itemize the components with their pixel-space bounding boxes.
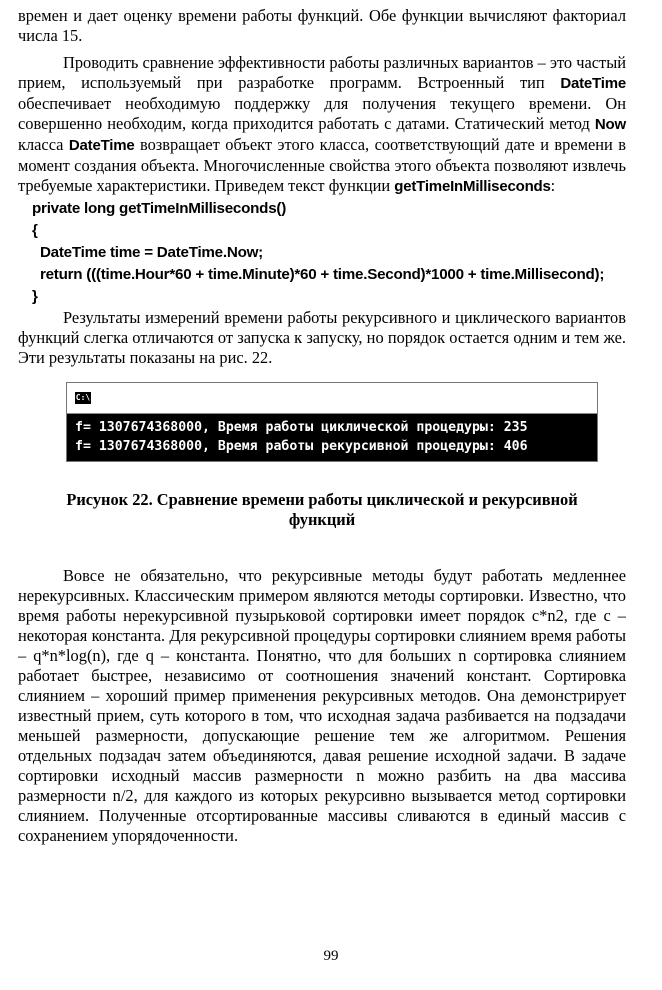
text-run: возвращает объект этого класса, соответствующий дате и времени в момент создания объекта. Многочисленные свойства этого объекта позволяют извлечь требуемые характеристики. Приведем текст функции	[18, 135, 626, 195]
code-line: }	[32, 288, 38, 305]
figure-caption	[18, 490, 626, 530]
paragraph-datetime	[18, 53, 626, 197]
code-listing	[32, 198, 626, 308]
command-prompt-icon: C:\	[75, 393, 91, 402]
code-line: {	[32, 222, 38, 239]
caption-line: Рисунок 22. Сравнение времени работы циклической и рекурсивной	[66, 490, 578, 509]
paragraph-results: Результаты измерений времени работы рекурсивного и циклического вариантов функций слегка отличаются от запуска к запуску, но порядок остается одним и тем же. Эти результаты показаны на рис. 22.	[18, 308, 626, 367]
page-number: 99	[323, 948, 339, 964]
console-output	[67, 414, 597, 456]
code-line: return (((time.Hour*60 + time.Minute)*60 + time.Second)*1000 + time.Millisecond);	[32, 266, 605, 283]
text-run: класса	[18, 135, 69, 154]
keyword-now: Now	[594, 116, 626, 133]
paragraph-sorting: Вовсе не обязательно, что рекурсивные методы будут работать медленнее нерекурсивных. Классическим примером являются методы сортировки. Известно, что время работы нерекурсивной пузырьковой сортировки имеет порядок c*n2, где c – некоторая константа. Для рекурсивной процедуры сортировки слиянием время работы – q*n*log(n), где q – константа. Понятно, что для больших n сортировка слиянием работает быстрее, независимо от соотношения значений констант. Сортировка слиянием – хороший пример применения рекурсивных методов. Она демонстрирует известный прием, суть которого в том, что исходная задача разбивается на подзадачи меньшей размерности, допускающие решение тем же алгоритмом. Решения отдельных подзадач затем объединяются, давая решение исходной задачи. В задаче сортировки исходный массив размерности n можно разбить на два массива размерности n/2, для каждого из которых рекурсивно вызывается метод сортировки слиянием. Полученные отсортированные массивы сливаются в единый массив с сохранением упорядоченности.	[18, 566, 626, 845]
keyword-datetime: DateTime	[560, 75, 626, 92]
code-line: DateTime time = DateTime.Now;	[32, 244, 263, 261]
caption-line: функций	[288, 510, 356, 529]
keyword-datetime-class: DateTime	[68, 137, 135, 154]
text-run: Проводить сравнение эффективности работы различных вариантов – это частый прием, используемый при разработке программ. Встроенный тип	[18, 53, 626, 92]
console-titlebar	[67, 383, 597, 414]
text-run: :	[550, 176, 556, 195]
paragraph-intro: времен и дает оценку времени работы функций. Обе функции вычисляют факториал числа 15.	[18, 6, 626, 45]
console-line: f= 1307674368000, Время работы циклической процедуры: 235	[75, 420, 528, 435]
code-line: private long getTimeInMilliseconds()	[32, 200, 287, 217]
page-content	[18, 6, 626, 846]
keyword-function-name: getTimeInMilliseconds	[394, 178, 551, 195]
console-line: f= 1307674368000, Время работы рекурсивной процедуры: 406	[75, 439, 528, 454]
text-run: обеспечивает необходимую поддержку для получения текущего времени. Он совершенно необходим, когда приходится работать с датами. Статический метод	[18, 94, 626, 133]
console-window-figure	[66, 382, 598, 462]
